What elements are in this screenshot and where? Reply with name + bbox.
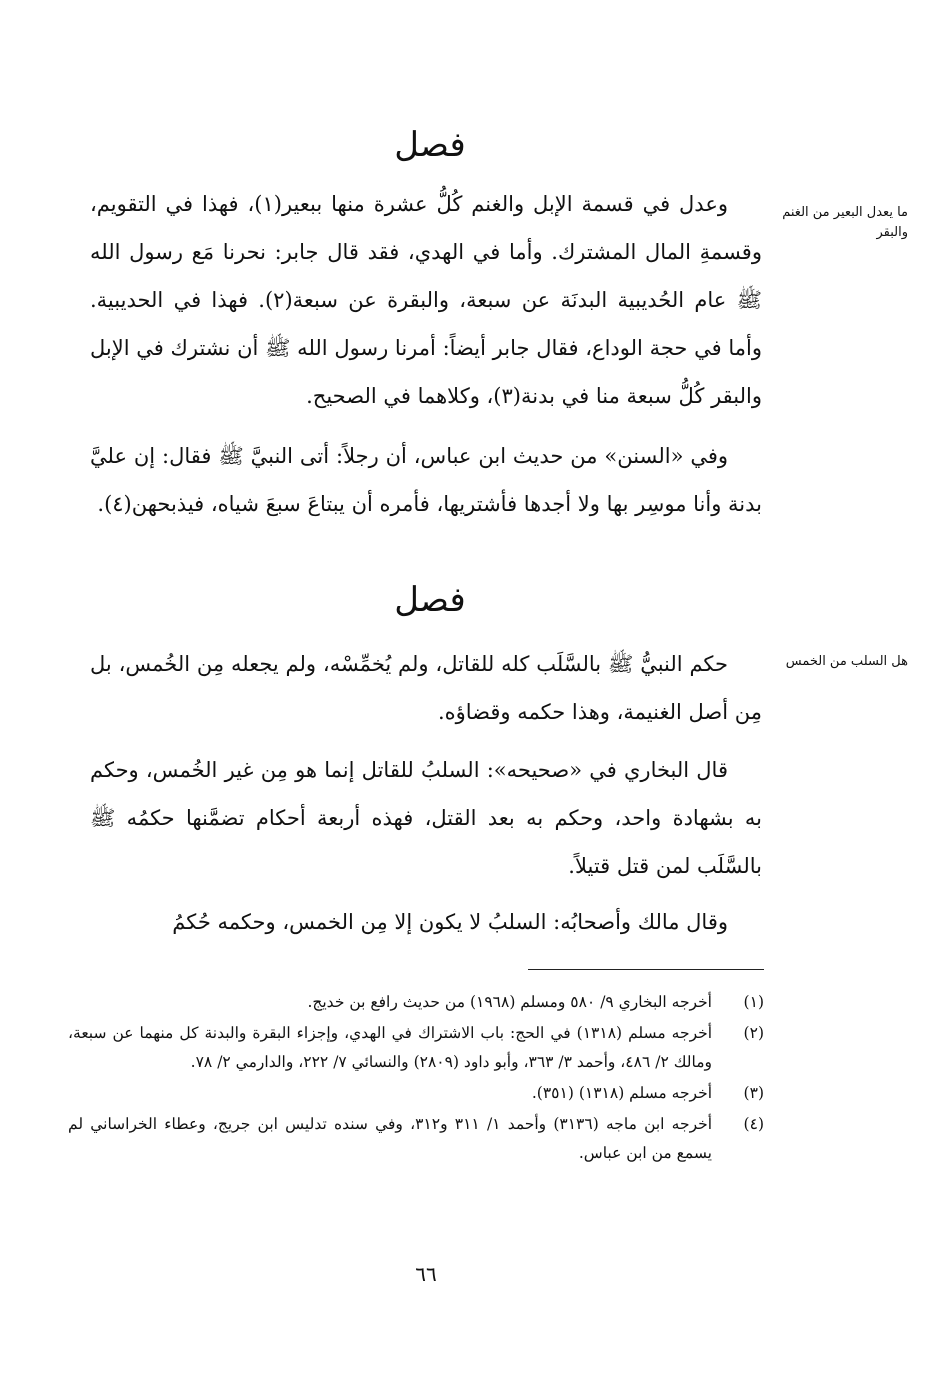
footnote — [68, 988, 764, 1017]
section-heading: فصل — [394, 580, 466, 620]
footnote-number: (١) — [743, 993, 764, 1011]
paragraph: وعدل في قسمة الإبل والغنم كُلُّ عشرة منها ببعير(١)، فهذا في التقويم، وقسمةِ المال المشترك. وأما في الهدي، فقد قال جابر: نحرنا مَع رسول الله ﷺ عام الحُديبية البدنَة عن سبعة، والبقرة عن سبعة(٢). فهذا في الحديبية. وأما في حجة الوداع، فقال جابر أيضاً: أمرنا رسول الله ﷺ أن نشترك في الإبل والبقر كُلُّ سبعة منا في بدنة(٣)، وكلاهما في الصحيح. — [90, 192, 762, 408]
paragraph: قال البخاري في «صحيحه»: السلبُ للقاتل إنما هو مِن غير الخُمس، وحكم به بشهادة واحد، وحكم به بعد القتل، فهذه أربعة أحكام تضمَّنها حكمُه ﷺ بالسَّلَب لمن قتل قتيلاً. — [90, 758, 762, 878]
footnote-number: (٣) — [743, 1084, 764, 1102]
section-heading: فصل — [394, 125, 466, 165]
footnote-text: أخرجه مسلم (١٣١٨) في الحج: باب الاشتراك في الهدي، وإجزاء البقرة والبدنة كل منهما عن سبعة، ومالك ٢/ ٤٨٦، وأحمد ٣/ ٣٦٣، وأبو داود (٢٨٠٩) والنسائي ٧/ ٢٢٢، والدارمي ٢/ ٧٨. — [68, 1024, 713, 1071]
footnote-number: (٢) — [743, 1024, 764, 1042]
footnote-number: (٤) — [743, 1115, 764, 1133]
paragraph-block — [90, 180, 762, 430]
footnote — [68, 1079, 764, 1108]
paragraph-block — [90, 898, 762, 948]
paragraph: حكم النبيُّ ﷺ بالسَّلَب كله للقاتل، ولم يُخمِّسْه، ولم يجعله مِن الخُمس، بل مِن أصل الغنيمة، وهذا حكمه وقضاؤه. — [90, 652, 762, 724]
margin-note: ما يعدل البعير من الغنم والبقر — [782, 205, 908, 240]
footnote-text: أخرجه ابن ماجه (٣١٣٦) وأحمد ١/ ٣١١ و٣١٢، وفي سنده تدليس ابن جريج، وعطاء الخراساني لم يسمع من ابن عباس. — [68, 1115, 713, 1162]
paragraph-block — [90, 640, 762, 740]
paragraph: وقال مالك وأصحابُه: السلبُ لا يكون إلا مِن الخمس، وحكمه حُكمُ — [172, 910, 728, 934]
paragraph-block — [90, 432, 762, 582]
paragraph: وفي «السنن» من حديث ابن عباس، أن رجلاً: أتى النبيَّ ﷺ فقال: إن عليَّ بدنة وأنا موسِر بها ولا أجدها فأشتريها، فأمره أن يبتاعَ سبعَ شياه، فيذبحهن(٤). — [90, 444, 762, 516]
footnote — [68, 1110, 764, 1168]
margin-note: هل السلب من الخمس — [785, 654, 908, 669]
page-number: ٦٦ — [415, 1262, 437, 1286]
footnote-text: أخرجه مسلم (١٣١٨) (٣٥١). — [531, 1084, 712, 1102]
footnote-divider — [528, 969, 764, 970]
footnote-text: أخرجه البخاري ٩/ ٥٨٠ ومسلم (١٩٦٨) من حديث رافع بن خديج. — [307, 993, 712, 1011]
footnote — [68, 1019, 764, 1077]
footnotes — [68, 988, 764, 1170]
paragraph-block — [90, 746, 762, 886]
